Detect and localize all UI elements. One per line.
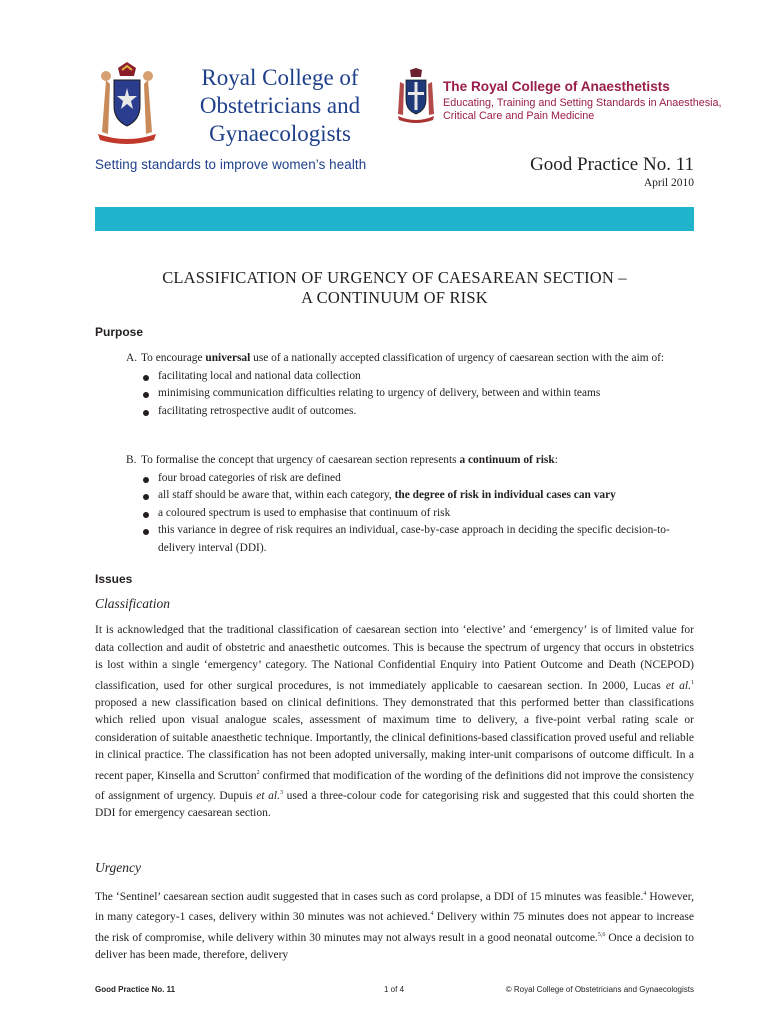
text-run: However, in many category-1 cases, delivery within 30 minutes was not achieved.	[95, 890, 694, 924]
italic-run: et al.	[256, 789, 280, 802]
footer-page-number: 1 of 4	[384, 985, 405, 994]
text-run: It is acknowledged that the traditional classification of caesarean section into ‘elective’ and ‘emergency’ is of limited value for data collection and audit of obstetric and anaesthetic outcomes. This is because the spectrum of urgency that occurs in obstetrics is lost within a single ‘emergency’ category. The National Confidential Enquiry into Patient Outcome and Death (NCEPOD) classification, used for other surgical procedures, is not immediately applicable to caesarean section. In 2000, Lucas	[95, 624, 694, 692]
bullet-item: four broad categories of risk are defined	[141, 470, 694, 488]
rca-name: The Royal College of Anaesthetists	[443, 79, 670, 94]
text-run: The ‘Sentinel’ caesarean section audit suggested that in cases such as cord prolapse, a DDI of 15 minutes was feasible.	[95, 890, 644, 903]
text-run: all staff should be aware that, within each category,	[158, 489, 395, 501]
rcog-name-line: Gynaecologists	[209, 121, 351, 146]
item-letter: A.	[126, 352, 138, 364]
header-band	[95, 207, 694, 231]
classification-paragraph	[95, 622, 694, 823]
rca-tagline-line: Critical Care and Pain Medicine	[443, 110, 595, 122]
reference-marker: 1	[691, 679, 694, 686]
purpose-a-lead	[126, 350, 694, 368]
purpose-b-text	[141, 452, 558, 470]
reference-marker: 5,6	[597, 931, 606, 938]
purpose-item-b	[126, 452, 694, 557]
text-run: use of a nationally accepted classification of urgency of caesarean section with the aim of:	[250, 352, 665, 364]
bullet-item: this variance in degree of risk requires an individual, case-by-case approach in deciding the specific decision-to-delivery interval (DDI).	[141, 522, 694, 557]
rcog-name	[170, 64, 390, 148]
reference-marker: 2	[256, 769, 260, 776]
document-title-line: A CONTINUUM OF RISK	[301, 288, 488, 307]
purpose-a-bullets	[126, 368, 694, 421]
text-run: To formalise the concept that urgency of caesarean section represents	[141, 454, 460, 466]
rcog-tagline: Setting standards to improve women’s health	[95, 157, 367, 172]
reference-marker: 4	[643, 891, 647, 897]
purpose-a-text	[141, 350, 664, 368]
series-title: Good Practice No. 11	[530, 154, 694, 175]
urgency-paragraph	[95, 886, 694, 964]
text-run: Once a decision to deliver has been made, therefore, delivery	[95, 931, 695, 961]
rcog-name-line: Obstetricians and	[199, 93, 361, 118]
bold-run: a continuum of risk	[459, 454, 555, 466]
rcog-crest-logo	[94, 62, 160, 146]
bullet-item: a coloured spectrum is used to emphasise that continuum of risk	[141, 505, 694, 523]
issues-heading: Issues	[95, 572, 133, 586]
reference-marker: 4	[430, 911, 434, 918]
footer-copyright: © Royal College of Obstetricians and Gynaecologists	[505, 985, 694, 994]
bold-run: universal	[205, 352, 251, 364]
purpose-b-bullets	[126, 470, 694, 558]
bullet-item: facilitating local and national data collection	[141, 368, 694, 386]
text-run: proposed a new classification based on clinical definitions. They demonstrated that this performed better than classifications which relied upon visual analogue scales, assessment of maximum time to delivery, a five-point verbal rating scale or consideration of suitable anaesthetic technique. Importantly, the clinical definitions-based classification proved useful and reliable in clinical practice. The classification has not been adopted universally, making inter-unit comparisons of outcome difficult. In a recent paper, Kinsella and Scrutton	[95, 696, 694, 782]
bullet-item: facilitating retrospective audit of outcomes.	[141, 403, 694, 421]
purpose-b-lead	[126, 452, 694, 470]
rcog-name-line: Royal College of	[201, 65, 359, 90]
rca-crest-logo	[396, 68, 436, 124]
purpose-item-a	[126, 350, 694, 420]
item-letter: B.	[126, 454, 137, 466]
purpose-heading: Purpose	[95, 325, 144, 339]
document-title	[95, 268, 694, 308]
urgency-heading: Urgency	[95, 860, 141, 875]
bold-run: the degree of risk in individual cases can vary	[394, 489, 616, 501]
text-run: used a three-colour code for categorising risk and suggested that this could shorten the DDI for emergency caesarean section.	[95, 789, 694, 820]
italic-run: et al.	[665, 679, 691, 692]
text-run: Delivery within 75 minutes does not appear to increase the risk of compromise, while delivery within 30 minutes may not always result in a good neonatal outcome.	[95, 911, 694, 944]
text-run: :	[554, 454, 558, 466]
bullet-item: minimising communication difficulties relating to urgency of delivery, between and within teams	[141, 385, 694, 403]
document-title-line: CLASSIFICATION OF URGENCY OF CAESAREAN SECTION –	[162, 268, 627, 287]
rca-tagline-line: Educating, Training and Setting Standards in Anaesthesia,	[443, 97, 722, 109]
footer-series: Good Practice No. 11	[95, 985, 176, 994]
classification-heading: Classification	[95, 596, 171, 611]
text-run: To encourage	[141, 352, 206, 364]
reference-marker: 3	[279, 790, 283, 797]
publication-date: April 2010	[643, 177, 694, 189]
rca-tagline	[443, 97, 722, 123]
text-run: confirmed that modification of the wording of the definitions did not improve the consistency of assignment of urgency. Dupuis	[95, 769, 694, 802]
bullet-item	[141, 487, 694, 505]
